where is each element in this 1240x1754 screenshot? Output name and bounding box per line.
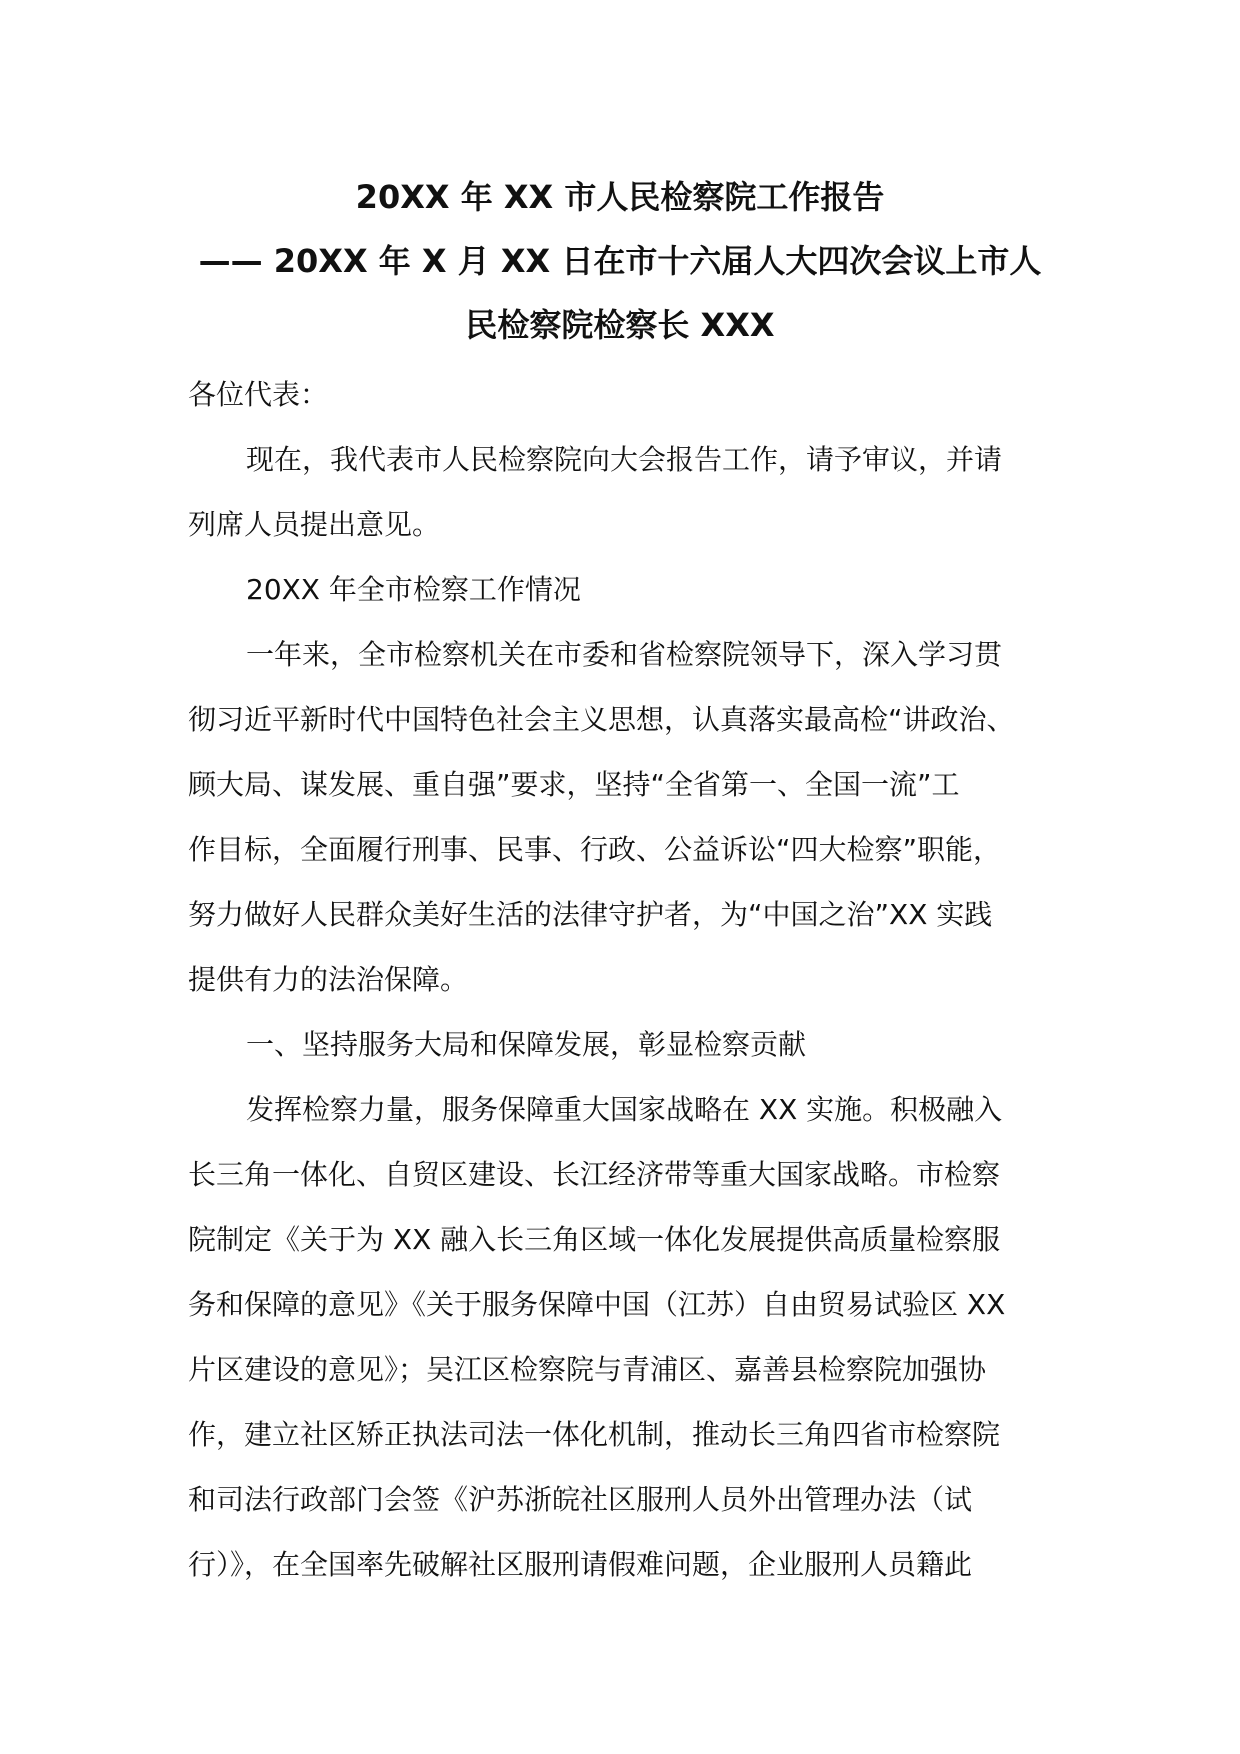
body-line-7: 顾大局、谋发展、重自强”要求，坚持“全省第一、全国一流”工 [188,768,960,801]
body-line-6: 彻习近平新时代中国特色社会主义思想，认真落实最高检“讲政治、 [188,703,1015,736]
body-line-5: 一年来，全市检察机关在市委和省检察院领导下，深入学习贯 [246,638,1003,671]
body-line-12: 发挥检察力量，服务保障重大国家战略在 XX 实施。积极融入 [246,1093,1003,1126]
section-heading-one: 一、坚持服务大局和保障发展，彰显检察贡献 [246,1028,807,1061]
body-line-18: 和司法行政部门会签《沪苏浙皖社区服刑人员外出管理办法（试 [188,1483,973,1516]
title-line-2: —— 20XX 年 X 月 XX 日在市十六届人大四次会议上市人 [198,242,1042,280]
body-line-9: 努力做好人民群众美好生活的法律守护者，为“中国之治”XX 实践 [188,898,993,931]
body-line-14: 院制定《关于为 XX 融入长三角区域一体化发展提供高质量检察服 [188,1223,1001,1256]
title-line-3: 民检察院检察长 XXX [465,306,775,344]
body-line-10: 提供有力的法治保障。 [188,963,469,996]
body-line-17: 作，建立社区矫正执法司法一体化机制，推动长三角四省市检察院 [188,1418,1001,1451]
body-line-8: 作目标，全面履行刑事、民事、行政、公益诉讼“四大检察”职能， [188,833,1002,866]
body-line-16: 片区建设的意见》；吴江区检察院与青浦区、嘉善县检察院加强协 [188,1353,987,1386]
body-line-15: 务和保障的意见》《关于服务保障中国（江苏）自由贸易试验区 XX [188,1288,1006,1321]
body-line-19: 行）》，在全国率先破解社区服刑请假难问题，企业服刑人员籍此 [188,1548,973,1581]
document-body [188,362,1068,1597]
body-line-2: 现在，我代表市人民检察院向大会报告工作，请予审议，并请 [246,443,1003,476]
body-line-3: 列席人员提出意见。 [188,508,441,541]
document-title [180,165,1060,357]
body-line-1: 各位代表： [188,378,329,411]
title-line-1: 20XX 年 XX 市人民检察院工作报告 [355,178,885,216]
body-line-13: 长三角一体化、自贸区建设、长江经济带等重大国家战略。市检察 [188,1158,1001,1191]
section-heading-overview: 20XX 年全市检察工作情况 [246,573,581,606]
